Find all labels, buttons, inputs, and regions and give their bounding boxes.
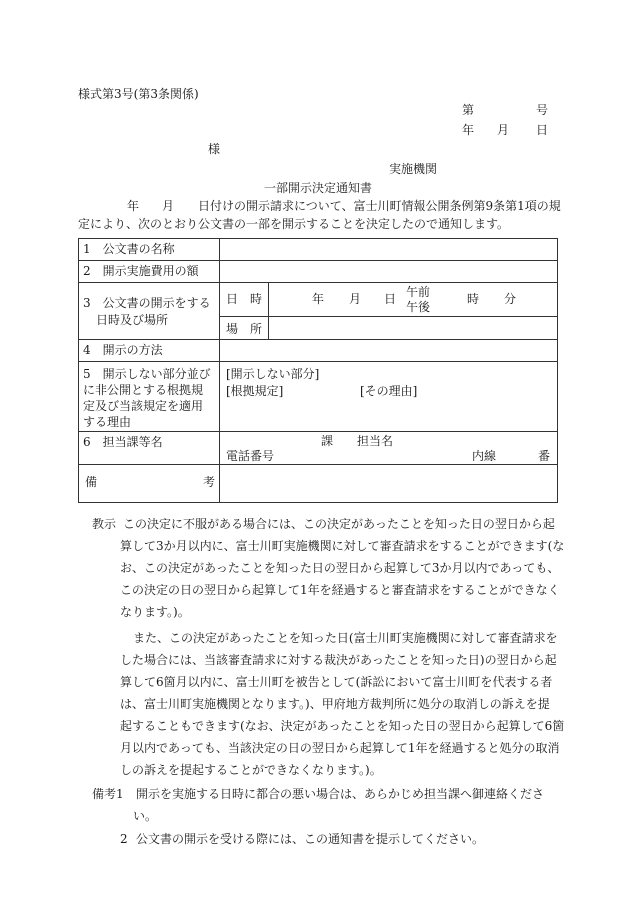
notice-line-4: この決定の日の翌日から起算して1年を経過すると審査請求をすることができなく (120, 583, 560, 597)
notice-line-9: は、富士川町実施機関となります。)、甲府地方裁判所に処分の取消しの訴えを提 (120, 697, 550, 711)
form-number: 様式第3号(第3条関係) (78, 87, 199, 101)
intro-line-2: 定により、次のとおり公文書の一部を開示することを決定したので通知します。 (78, 217, 510, 231)
addressee-suffix: 様 (208, 142, 221, 156)
notice-line-2: 算して3か月以内に、富士川町実施機関に対して審査請求をすることができます(な (120, 539, 565, 553)
date-month: 月 (497, 123, 510, 137)
table-row (79, 362, 558, 432)
row-label-fee: 2 開示実施費用の額 (79, 261, 220, 283)
intro-year: 年 (127, 199, 140, 213)
datetime-pm: 午後 (406, 300, 431, 314)
remarks-item-2-text: 公文書の開示を受ける際には、この通知書を提示してください。 (136, 832, 485, 846)
remarks-item-2-number: 2 (120, 832, 128, 846)
table-row (79, 239, 558, 261)
row-value-method (220, 340, 558, 362)
notice-line-8: 算して6箇月以内に、富士川町を被告として(訴訟において富士川町を代表する者 (120, 675, 553, 689)
table-row (79, 465, 558, 503)
datetime-minute: 分 (504, 292, 517, 306)
row-value-document-name (220, 239, 558, 261)
row-label-contact: 6 担当課等名 (79, 432, 220, 465)
remarks-item-1-line-1: 開示を実施する日時に都合の悪い場合は、あらかじめ担当課へ御連絡くださ (136, 787, 545, 801)
reason-label: [その理由] (360, 384, 418, 398)
remarks-head: 備考1 (92, 787, 124, 801)
row-value-undisclosed (220, 362, 558, 432)
intro-line-1: 日付けの開示請求について、富士川町情報公開条例第9条第1項の規 (198, 199, 561, 213)
table-row (79, 432, 558, 465)
datetime-month: 月 (349, 292, 362, 306)
notice-line-5: なります。)。 (120, 605, 190, 619)
row-label-datetime-place: 3 公文書の開示をする 日時及び場所 (79, 283, 220, 340)
row-label-remarks: 備 考 (79, 465, 220, 503)
row-value-contact (220, 432, 558, 465)
row-value-fee (220, 261, 558, 283)
row-label-method: 4 開示の方法 (79, 340, 220, 362)
basis-label: [根拠規定] (226, 384, 284, 398)
date-year: 年 (462, 123, 475, 137)
notice-head: 教示 (92, 517, 117, 531)
intro-month: 月 (162, 199, 175, 213)
disclosure-table (78, 238, 558, 503)
undisclosed-part-label: [開示しない部分] (226, 367, 320, 381)
notice-line-11: 月以内であっても、当該決定の日の翌日から起算して1年を経過すると処分の取消 (120, 741, 560, 755)
datetime-day: 日 (384, 292, 397, 306)
contact-phone: 電話番号 (226, 449, 275, 463)
row-value-remarks (220, 465, 558, 503)
row-label-document-name: 1 公文書の名称 (79, 239, 220, 261)
contact-section: 課 (321, 434, 334, 448)
document-title: 一部開示決定通知書 (264, 181, 373, 195)
datetime-label: 日 時 (226, 292, 263, 306)
remarks-item-1-line-2: い。 (133, 809, 158, 823)
doc-number-prefix: 第 (462, 103, 475, 117)
datetime-hour: 時 (467, 292, 480, 306)
notice-line-6: また、この決定があったことを知った日(富士川町実施機関に対して審査請求を (133, 631, 558, 645)
notice-line-10: 起することもできます(なお、決定があったことを知った日の翌日から起算して6箇 (120, 719, 565, 733)
notice-line-7: した場合には、当該審査請求に対する裁決があったことを知った日)の翌日から起 (120, 653, 557, 667)
datetime-am: 午前 (406, 285, 431, 299)
contact-person: 担当名 (357, 434, 394, 448)
doc-number-suffix: 号 (536, 103, 549, 117)
notice-line-12: しの訴えを提起することができなくなります。)。 (120, 763, 382, 777)
notice-line-1: この決定に不服がある場合には、この決定があったことを知った日の翌日から起 (123, 517, 555, 531)
contact-number: 番 (538, 449, 551, 463)
table-row (79, 283, 558, 340)
row-label-undisclosed: 5 開示しない部分並び に非公開とする根拠規 定及び当該規定を適用 する理由 (79, 362, 220, 432)
table-row (79, 340, 558, 362)
notice-line-3: お、この決定があったことを知った日の翌日から起算して3か月以内であっても、 (120, 561, 560, 575)
place-label: 場 所 (226, 322, 263, 336)
issuer: 実施機関 (389, 162, 438, 176)
row-value-datetime-place (220, 283, 558, 340)
contact-extension: 内線 (472, 449, 497, 463)
datetime-year: 年 (312, 292, 325, 306)
table-row (79, 261, 558, 283)
date-day: 日 (536, 123, 549, 137)
